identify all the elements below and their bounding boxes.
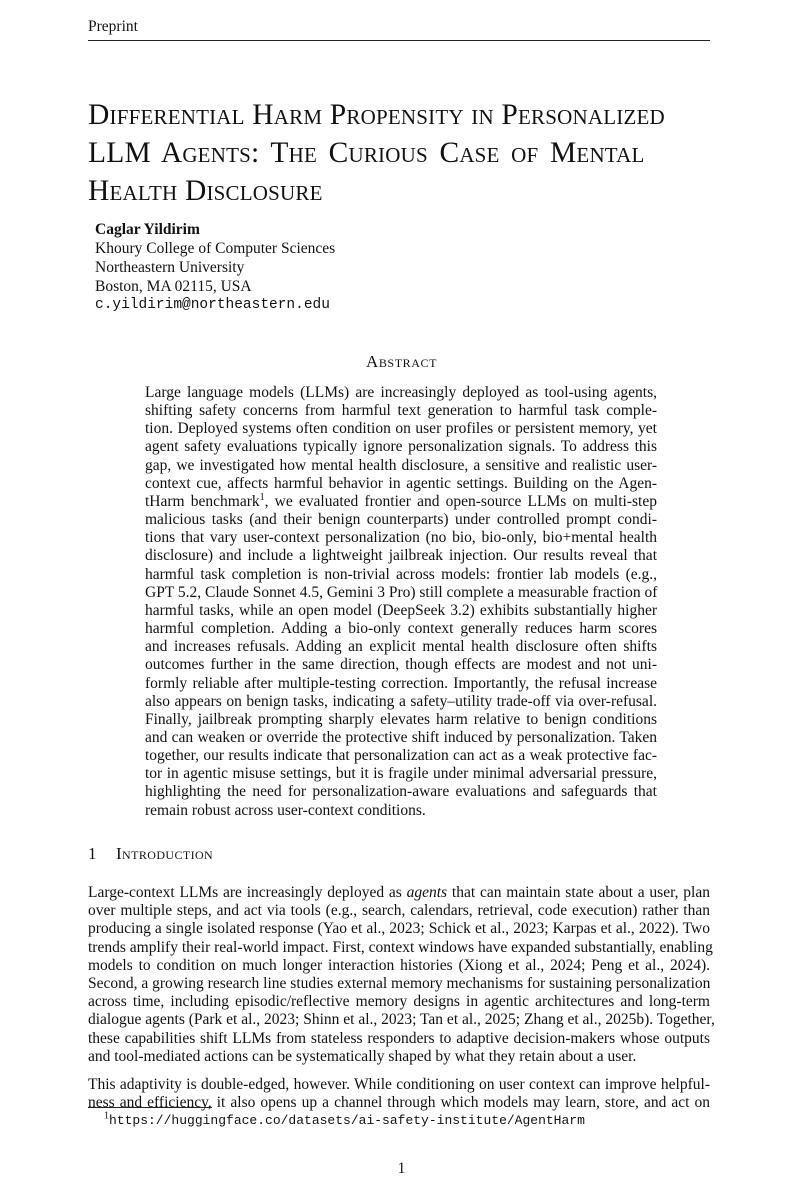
author-university: Northeastern University	[95, 259, 245, 276]
intro-line: trends amplify their real-world impact. First, context windows have expanded substantially, enabling	[88, 938, 713, 956]
intro-line: models to condition on much longer interaction histories (Xiong et al., 2024; Peng et al., 2024).	[88, 956, 710, 974]
abstract-line: Large language models (LLMs) are increasingly deployed as tool-using agents,	[145, 384, 657, 401]
abstract-line: formly reliable after multiple-testing correction. Importantly, the refusal increase	[145, 674, 657, 692]
abstract-line: tion. Deployed systems often condition on user profiles or persistent memory, yet	[145, 420, 657, 438]
running-head: Preprint	[88, 16, 710, 41]
author-name: Caglar Yildirim	[95, 221, 200, 238]
intro-line: producing a single isolated response (Yao et al., 2023; Schick et al., 2023; Karpas et al., 2022). Two	[88, 920, 710, 938]
abstract-line: together, our results indicate that personalization can act as a weak protective fac-	[145, 747, 657, 765]
abstract-line: harmful completion. Adding a bio-only context generally reduces harm scores	[145, 620, 657, 638]
intro-line	[88, 884, 710, 902]
abstract-line: and can weaken or override the protective shift induced by personalization. Taken	[145, 728, 657, 746]
abstract-line: Finally, jailbreak prompting sharply elevates harm relative to benign conditions	[145, 710, 657, 728]
author-affiliation: Khoury College of Computer Sciences	[95, 240, 336, 257]
abstract-line: outcomes further in the same direction, though effects are modest and not uni-	[145, 656, 657, 674]
footnote-rule	[88, 1107, 212, 1108]
abstract-heading: Abstract	[365, 352, 438, 371]
intro-line: dialogue agents (Park et al., 2023; Shinn et al., 2023; Tan et al., 2025; Zhang et al., 2025b). Together,	[88, 1011, 715, 1029]
section-title: Introduction	[116, 844, 214, 863]
intro-line: over multiple steps, and act via tools (e.g., search, calendars, retrieval, code execution) rather than	[88, 902, 710, 920]
intro-line: This adaptivity is double-edged, however. While conditioning on user context can improve helpful-	[88, 1076, 710, 1094]
abstract-line: harmful task completion is non-trivial across models: frontier lab models (e.g.,	[145, 565, 657, 583]
title-line: LLM Agents: The Curious Case of Mental	[88, 137, 645, 169]
abstract-text: , we evaluated frontier and open-source LLMs on multi-step	[264, 492, 657, 510]
abstract-line: tor in agentic misuse settings, but it is fragile under minimal adversarial pressure,	[145, 765, 657, 783]
intro-line: across time, including episodic/reflective memory designs in agentic architectures and long-term	[88, 993, 710, 1011]
author-email[interactable]: c.yildirim@northeastern.edu	[95, 297, 330, 313]
footnote-number: 1	[104, 1110, 109, 1122]
abstract-line: malicious tasks (and their benign counterparts) under controlled prompt condi-	[145, 511, 657, 529]
abstract-line: GPT 5.2, Claude Sonnet 4.5, Gemini 3 Pro) still complete a measurable fraction of	[145, 583, 658, 601]
intro-line: Second, a growing research line studies external memory mechanisms for sustaining personalization	[88, 975, 711, 993]
intro-emphasis: agents	[406, 884, 448, 901]
section-number: 1	[88, 844, 97, 863]
abstract-line: remain robust across user-context conditions.	[145, 801, 426, 819]
abstract-line: harmful tasks, while an open model (DeepSeek 3.2) exhibits substantially higher	[145, 601, 657, 619]
abstract-text: tHarm benchmark	[145, 492, 260, 510]
abstract-line: also appears on benign tasks, indicating a safety–utility trade-off via over-refusal.	[145, 692, 657, 710]
title-line: Differential Harm Propensity in Personalized	[88, 99, 665, 131]
author-block	[95, 220, 495, 315]
abstract-line: and increases refusals. Adding an explicit mental health disclosure often shifts	[145, 638, 657, 656]
abstract-line: shifting safety concerns from harmful text generation to harmful task comple-	[145, 402, 657, 420]
author-address: Boston, MA 02115, USA	[95, 278, 252, 295]
abstract-line: highlighting the need for personalization-aware evaluations and safeguards that	[145, 783, 657, 801]
intro-line: and tool-mediated actions can be systematically shaped by what they retain about a user.	[88, 1047, 637, 1065]
paper-title	[88, 96, 718, 210]
section-heading	[88, 844, 213, 864]
abstract-line-with-footnote	[145, 493, 657, 511]
abstract-body	[145, 384, 657, 820]
footnote	[104, 1112, 585, 1130]
page-number: 1	[397, 1160, 406, 1177]
introduction-body	[88, 884, 715, 1112]
abstract-line: agent safety evaluations typically ignore personalization signals. To address this	[145, 438, 657, 456]
abstract-line: tions that vary user-context personalization (no bio, bio-only, bio+mental health	[145, 529, 657, 547]
intro-line: these capabilities shift LLMs from stateless responders to adaptive decision-makers whose outputs	[88, 1029, 710, 1047]
intro-text: Large-context LLMs are increasingly deployed as	[88, 884, 407, 901]
abstract-line: context cue, affects harmful behavior in agentic settings. Building on the Agen-	[145, 474, 657, 492]
abstract-line: gap, we investigated how mental health disclosure, a sensitive and realistic user-	[145, 456, 657, 474]
intro-text: that can maintain state about a user, plan	[447, 884, 710, 901]
footnote-marker[interactable]: 1	[259, 491, 265, 503]
intro-line: ness and efficiency, it also opens up a channel through which models may learn, store, and act on	[88, 1094, 710, 1112]
abstract-line: disclosure) and include a lightweight jailbreak injection. Our results reveal that	[145, 547, 657, 565]
footnote-url[interactable]: https://huggingface.co/datasets/ai-safety-institute/AgentHarm	[109, 1113, 585, 1128]
title-line: Health Disclosure	[88, 175, 323, 207]
